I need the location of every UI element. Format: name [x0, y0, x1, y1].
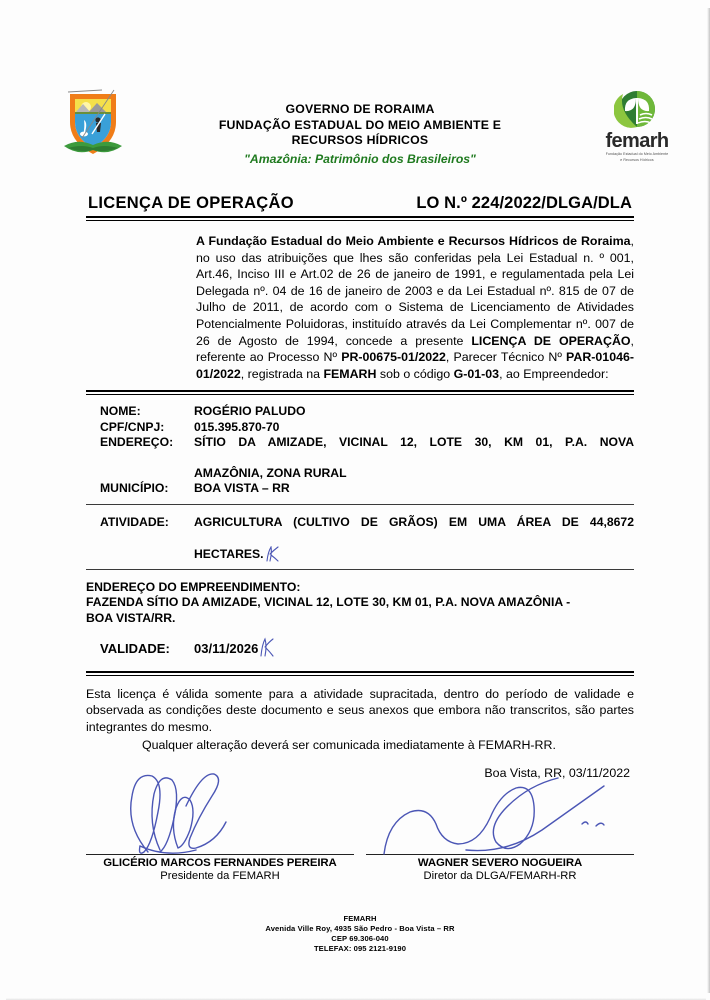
- intro-paragraph: A Fundação Estadual do Meio Ambiente e Recursos Hídricos de Roraima, no uso das atribuições que lhes são conferidas pela Lei Estadual n. º 001, Art.46, Inciso III e Art.02 de 26 de janeiro de 1991, e regulamentada pela Lei Delegada nº. 04 de 16 de janeiro de 2003 e da Lei Estadual nº. 815 de 07 de Julho de 2011, de acordo com o Sistema de Licenciamento de Atividades Potencialmente Poluidoras, instituído através da Lei Complementar nº. 007 de 26 de Agosto de 1994, concede a presente LICENÇA DE OPERAÇÃO, referente ao Processo Nº PR-00675-01/2022, Parecer Técnico Nº PAR-01046-01/2022, registrada na FEMARH sob o código G-01-03, ao Empreendedor:: [196, 234, 634, 381]
- field-value-endereco: [194, 435, 634, 481]
- field-row-endereco: [86, 435, 634, 481]
- signature-area: [86, 766, 634, 884]
- footer-cep: CEP 69.306-040: [331, 934, 389, 944]
- field-value-endereco-line2: AMAZÔNIA, ZONA RURAL: [194, 465, 347, 480]
- atividade-block: [86, 515, 634, 562]
- field-row-atividade: [86, 515, 634, 562]
- field-label-municipio: MUNICÍPIO:: [100, 481, 169, 496]
- field-row-nome: [86, 404, 634, 419]
- signature-columns: [86, 766, 634, 882]
- handwritten-initial-validade: [259, 637, 275, 657]
- signatory-name-diretor: WAGNER SEVERO NOGUEIRA: [417, 856, 583, 869]
- signature-block-diretor: [366, 766, 634, 882]
- header-line-resources: RECURSOS HÍDRICOS: [291, 133, 429, 147]
- divider-above-closing: [86, 671, 634, 676]
- signatory-role-presidente: Presidente da FEMARH: [160, 869, 280, 882]
- field-value-atividade: [194, 515, 634, 562]
- license-type-title: LICENÇA DE OPERAÇÃO: [88, 194, 294, 212]
- empreendimento-heading: ENDEREÇO DO EMPREENDIMENTO:: [86, 580, 301, 594]
- empreendimento-line2: BOA VISTA/RR.: [86, 610, 176, 625]
- field-value-nome: ROGÉRIO PALUDO: [194, 404, 306, 419]
- place-and-date: Boa Vista, RR, 03/11/2022: [484, 765, 630, 780]
- empreendimento-block: [86, 580, 634, 626]
- header-line-government: GOVERNO DE RORAIMA: [285, 102, 435, 116]
- closing-paragraph: Esta licença é válida somente para a atividade supracitada, dentro do período de validade e observada as condições deste documento e seus anexos que embora não transcritos, são partes integrantes do mesmo.: [86, 686, 634, 734]
- footer-org: FEMARH: [343, 913, 377, 923]
- signature-line-diretor: [366, 854, 634, 855]
- roraima-coat-of-arms-icon: [62, 88, 124, 160]
- license-number: LO N.º 224/2022/DLGA/DLA: [416, 194, 632, 212]
- field-value-endereco-line1: SÍTIO DA AMIZADE, VICINAL 12, LOTE 30, KM 01, P.A. NOVA: [194, 435, 634, 450]
- femarh-tagline-line1: Fundação Estadual do Meio Ambiente: [605, 152, 669, 156]
- closing-text: [86, 686, 634, 754]
- femarh-tagline-line2: e Recursos Hídricos: [620, 157, 654, 162]
- field-value-atividade-line1: AGRICULTURA (CULTIVO DE GRÃOS) EM UMA ÁREA DE 44,8672: [194, 514, 634, 529]
- document-content: [86, 0, 669, 955]
- femarh-leaf-icon: [614, 90, 660, 132]
- divider-above-fields: [86, 390, 634, 395]
- field-row-municipio: [86, 481, 634, 496]
- field-value-cpf-cnpj: 015.395.870-70: [194, 419, 280, 434]
- license-title-row: [86, 194, 634, 213]
- field-label-cpf-cnpj: CPF/CNPJ:: [100, 419, 165, 434]
- field-value-municipio: BOA VISTA – RR: [194, 481, 290, 496]
- handwritten-initial-atividade: [265, 546, 280, 562]
- closing-note: Qualquer alteração deverá ser comunicada imediatamente à FEMARH-RR.: [142, 738, 556, 753]
- document-footer: [86, 914, 634, 955]
- femarh-logo: [594, 90, 680, 170]
- header-motto: "Amazônia: Patrimônio dos Brasileiros": [244, 151, 476, 166]
- signatory-name-presidente: GLICÉRIO MARCOS FERNANDES PEREIRA: [103, 856, 337, 869]
- header-line-foundation: FUNDAÇÃO ESTADUAL DO MEIO AMBIENTE E: [218, 117, 502, 132]
- field-label-atividade: ATIVIDADE:: [100, 514, 169, 529]
- empreendimento-line1: FAZENDA SÍTIO DA AMIZADE, VICINAL 12, LOTE 30, KM 01, P.A. NOVA AMAZÔNIA -: [86, 595, 571, 610]
- divider-under-atividade: [86, 569, 634, 570]
- footer-telefax: TELEFAX: 095 2121-9190: [313, 944, 407, 954]
- field-value-atividade-line2: HECTARES.: [194, 546, 634, 562]
- validade-row: [86, 641, 634, 656]
- field-label-endereco: ENDEREÇO:: [100, 435, 174, 450]
- footer-address: Avenida Ville Roy, 4935 São Pedro - Boa Vista – RR: [265, 923, 455, 933]
- signature-block-presidente: [86, 766, 354, 882]
- document-header: [86, 86, 669, 184]
- validade-value: 03/11/2026: [194, 641, 258, 656]
- femarh-wordmark: femarh: [605, 130, 669, 152]
- signature-glyph-presidente: [86, 766, 354, 858]
- signatory-role-diretor: Diretor da DLGA/FEMARH-RR: [423, 869, 577, 882]
- field-row-cpf-cnpj: [86, 420, 634, 435]
- field-label-nome: NOME:: [100, 404, 141, 419]
- divider-under-title: [86, 216, 634, 221]
- signature-line-presidente: [86, 854, 354, 855]
- header-title-group: [86, 86, 634, 168]
- empreendedor-fields: [86, 404, 634, 496]
- validade-label: VALIDADE:: [100, 640, 170, 656]
